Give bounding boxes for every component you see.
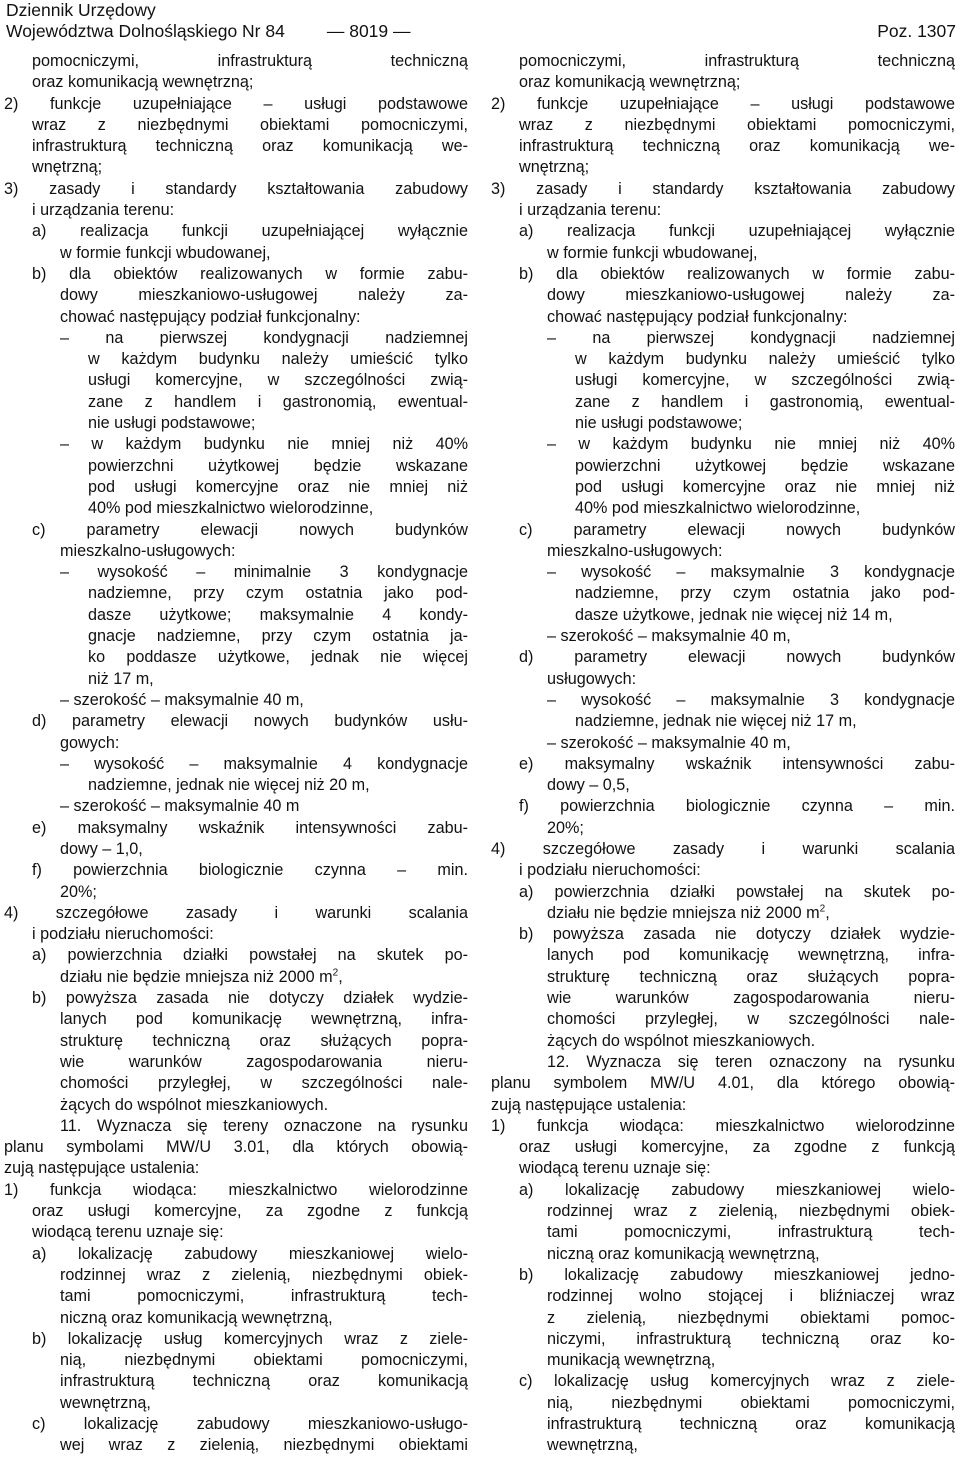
text-line [4, 221, 468, 242]
text-line [491, 1158, 955, 1179]
text-line-content: f) powierzchnia biologicznie czynna – min. [519, 797, 955, 816]
text-line-content: tami pomocniczymi, infrastrukturą tech- [60, 1287, 468, 1306]
text-line [4, 1073, 468, 1094]
text-line [4, 1116, 468, 1137]
text-line-content: c) parametry elewacji nowych budynków [32, 520, 468, 539]
text-line-content: planu symbolami MW/U 3.01, dla których obowią- [4, 1138, 468, 1157]
text-line-content: w każdym budynku należy umieścić tylko [575, 350, 955, 369]
text-line-tail: , [825, 903, 830, 922]
text-line [491, 1180, 955, 1201]
text-line [4, 1222, 468, 1243]
text-line-content: powierzchni użytkowej będzie wskazane [575, 456, 955, 475]
text-line [491, 605, 955, 626]
text-line-content: nie usługi podstawowe; [88, 414, 256, 433]
text-line [4, 605, 468, 626]
text-line [491, 924, 955, 945]
text-line [4, 1052, 468, 1073]
text-line [4, 349, 468, 370]
text-line-content: wej wraz z zielenią, niezbędnymi obiektami [60, 1436, 468, 1455]
text-line-content: dasze użytkowe, jednak nie więcej niż 14 m, [575, 605, 893, 624]
text-line [4, 583, 468, 604]
text-line [491, 903, 955, 924]
text-line [4, 1350, 468, 1371]
text-line-tail: , [338, 967, 343, 986]
text-line-content: i urządzania terenu: [519, 201, 662, 220]
text-line [4, 94, 468, 115]
text-line-content: zane z handlem i gastronomią, ewentual- [88, 392, 468, 411]
text-line [491, 1435, 955, 1456]
text-line-content: niczną oraz komunikacją wewnętrzną, [547, 1244, 820, 1263]
text-line [491, 796, 955, 817]
text-line [491, 1137, 955, 1158]
text-line-content: pod usługi komercyjne oraz nie mniej niż [575, 477, 955, 496]
text-line-content: wiodącą terenu uznaje się: [519, 1159, 711, 1178]
text-line [491, 243, 955, 264]
text-line [4, 882, 468, 903]
page-header [6, 0, 956, 42]
text-line-content: oraz komunikacją wewnętrzną; [32, 73, 254, 92]
text-line [491, 775, 955, 796]
text-line-content: mieszkalno-usługowych: [547, 541, 723, 560]
text-line-content: – na pierwszej kondygnacji nadziemnej [547, 328, 955, 347]
text-line [491, 754, 955, 775]
text-line [491, 1308, 955, 1329]
text-line-content: chować następujący podział funkcjonalny: [60, 307, 361, 326]
text-line-content: a) realizacja funkcji uzupełniającej wyłącznie [519, 222, 955, 241]
text-line-content: wie warunków zagospodarowania nieru- [60, 1052, 468, 1071]
text-line-content: lanych pod komunikację wewnętrzną, infra- [60, 1010, 468, 1029]
text-line [491, 541, 955, 562]
text-line [491, 1244, 955, 1265]
text-line-content: usługi komercyjne, w szczególności zwią- [575, 371, 955, 390]
position-number: Poz. 1307 [877, 21, 956, 41]
text-line [491, 498, 955, 519]
text-line [491, 1201, 955, 1222]
text-line-content: pomocniczymi, infrastrukturą techniczną [32, 52, 468, 70]
text-line [4, 392, 468, 413]
text-line [491, 1095, 955, 1116]
text-line-content: nią, niezbędnymi obiektami pomocniczymi, [60, 1351, 468, 1370]
text-line-content: e) maksymalny wskaźnik intensywności zabu- [32, 818, 468, 837]
text-line-content: 40% pod mieszkalnictwo wielorodzinne, [575, 499, 861, 518]
text-line-content: d) parametry elewacji nowych budynków usłu- [32, 712, 468, 731]
text-line-content: wewnętrzną, [547, 1436, 638, 1455]
text-line-content: 1) funkcja wiodąca: mieszkalnictwo wielorodzinne [491, 1116, 955, 1135]
text-line-content: strukturę techniczną oraz służących popra- [60, 1031, 468, 1050]
text-line-content: dowy mieszkaniowo-usługowej należy za- [60, 286, 468, 305]
text-line [4, 477, 468, 498]
text-line-content: wraz z niezbędnymi obiektami pomocniczymi, [519, 115, 955, 134]
text-line [4, 818, 468, 839]
text-line [4, 562, 468, 583]
text-line [491, 839, 955, 860]
text-line [491, 456, 955, 477]
text-line-content: – wysokość – minimalnie 3 kondygnacje [60, 563, 468, 582]
text-line [4, 243, 468, 264]
text-line-content: w formie funkcji wbudowanej, [60, 243, 271, 262]
text-line-content: – szerokość – maksymalnie 40 m, [547, 733, 791, 752]
text-line [491, 1031, 955, 1052]
text-line-content: rodzinnej wolno stojącej i bliźniaczej wraz [547, 1287, 955, 1306]
text-line-content: – w każdym budynku nie mniej niż 40% [60, 435, 468, 454]
text-line [4, 924, 468, 945]
text-line [491, 1009, 955, 1030]
text-line-content: 20%; [547, 818, 584, 837]
text-line [491, 221, 955, 242]
text-line [4, 520, 468, 541]
text-line [491, 1222, 955, 1243]
text-line [491, 647, 955, 668]
text-line-content: e) maksymalny wskaźnik intensywności zabu- [519, 754, 955, 773]
text-line [4, 72, 468, 93]
text-line [491, 413, 955, 434]
text-line-content: rodzinnej wraz z zielenią, niezbędnymi obiek- [547, 1202, 955, 1221]
text-line [491, 1286, 955, 1307]
text-line-content: 4) szczegółowe zasady i warunki scalania [491, 839, 955, 858]
text-line-content: wewnętrzną, [60, 1393, 151, 1412]
text-line [4, 903, 468, 924]
text-line [4, 1286, 468, 1307]
text-line [4, 370, 468, 391]
text-line [491, 51, 955, 72]
text-line-content: nadziemne, jednak nie więcej niż 17 m, [575, 712, 857, 731]
text-line [4, 796, 468, 817]
text-line [4, 1031, 468, 1052]
text-line-content: infrastrukturą techniczną oraz komunikacją we- [32, 137, 468, 156]
text-line-content: nadziemne, przy czym ostatnia jako pod- [575, 584, 955, 603]
text-line [491, 1393, 955, 1414]
text-line-content: wraz z niezbędnymi obiektami pomocniczymi, [32, 115, 468, 134]
text-line-content: usługowych: [547, 669, 637, 688]
text-line [4, 1244, 468, 1265]
text-line [4, 1180, 468, 1201]
text-line-content: zane z handlem i gastronomią, ewentual- [575, 392, 955, 411]
text-line [491, 200, 955, 221]
text-line [4, 711, 468, 732]
text-line-content: dowy – 0,5, [547, 776, 630, 795]
text-line [491, 157, 955, 178]
text-line-content: zują następujące ustalenia: [491, 1095, 687, 1114]
text-line [4, 733, 468, 754]
text-line-content: działu nie będzie mniejsza niż 2000 m [547, 903, 820, 922]
text-line-content: a) lokalizację zabudowy mieszkaniowej wielo- [32, 1244, 468, 1263]
text-line-content: a) realizacja funkcji uzupełniającej wyłącznie [32, 222, 468, 241]
text-line [491, 72, 955, 93]
text-line-content: strukturę techniczną oraz służących popra- [547, 967, 955, 986]
text-line-content: dowy – 1,0, [60, 839, 143, 858]
text-line [491, 945, 955, 966]
text-line-content: nadziemne, jednak nie więcej niż 20 m, [88, 776, 370, 795]
text-line [4, 1201, 468, 1222]
text-line [4, 647, 468, 668]
text-line [491, 690, 955, 711]
text-line [491, 179, 955, 200]
text-line [491, 1073, 955, 1094]
text-line-content: mieszkalno-usługowych: [60, 541, 236, 560]
text-line-content: 12. Wyznacza się teren oznaczony na rysunku [547, 1052, 955, 1071]
text-line [491, 1329, 955, 1350]
text-line-content: tami pomocniczymi, infrastrukturą tech- [547, 1223, 955, 1242]
text-line-content: oraz usługi komercyjne, za zgodne z funkcją [32, 1202, 468, 1221]
text-line-content: gowych: [60, 733, 120, 752]
text-line [4, 1009, 468, 1030]
text-line [4, 1308, 468, 1329]
text-line [491, 860, 955, 881]
text-line [491, 626, 955, 647]
text-line [4, 839, 468, 860]
text-line [4, 1414, 468, 1435]
text-line-content: oraz usługi komercyjne, za zgodne z funkcją [519, 1138, 955, 1157]
text-line-content: wiodącą terenu uznaje się: [32, 1223, 224, 1242]
text-line [491, 1350, 955, 1371]
text-line-content: – szerokość – maksymalnie 40 m, [60, 690, 304, 709]
text-line [491, 477, 955, 498]
text-line [4, 179, 468, 200]
text-line-content: wnętrzną; [519, 158, 590, 177]
text-line-content: nie usługi podstawowe; [575, 414, 743, 433]
text-line [4, 754, 468, 775]
text-line [491, 733, 955, 754]
text-line [4, 307, 468, 328]
text-line [491, 669, 955, 690]
text-line [4, 988, 468, 1009]
text-line-content: żących do wspólnot mieszkaniowych. [547, 1031, 816, 1050]
text-line [4, 264, 468, 285]
text-line-content: infrastrukturą techniczną oraz komunikacją we- [519, 137, 955, 156]
text-line-content: c) parametry elewacji nowych budynków [519, 520, 955, 539]
text-line-content: nadziemne, przy czym ostatnia jako pod- [88, 584, 468, 603]
text-line [4, 434, 468, 455]
page-number: — 8019 — [326, 21, 411, 41]
text-line-content: gnacje nadziemne, przy czym ostatnia ja- [88, 627, 468, 646]
text-line [4, 1095, 468, 1116]
text-line-content: ko poddasze użytkowe, jednak nie więcej [88, 648, 468, 667]
header-row [6, 21, 956, 42]
text-line [491, 434, 955, 455]
text-line [4, 328, 468, 349]
text-line [4, 1329, 468, 1350]
text-line [4, 1137, 468, 1158]
text-line-content: rodzinnej wraz z zielenią, niezbędnymi obiek- [60, 1265, 468, 1284]
text-line [491, 562, 955, 583]
text-line [491, 115, 955, 136]
text-line [491, 818, 955, 839]
text-line [491, 349, 955, 370]
text-line-content: i podziału nieruchomości: [32, 925, 214, 944]
text-line [4, 413, 468, 434]
text-line [491, 328, 955, 349]
text-line [491, 392, 955, 413]
text-line-content: usługi komercyjne, w szczególności zwią- [88, 371, 468, 390]
text-line-content: b) dla obiektów realizowanych w formie zabu- [32, 264, 468, 283]
text-line-content: wnętrzną; [32, 158, 103, 177]
text-line [4, 690, 468, 711]
text-line-content: – w każdym budynku nie mniej niż 40% [547, 435, 955, 454]
text-line [491, 583, 955, 604]
right-text-column [491, 51, 955, 1457]
text-line-content: 4) szczegółowe zasady i warunki scalania [4, 903, 468, 922]
text-line [4, 541, 468, 562]
text-line-content: munikacją wewnętrzną, [547, 1351, 716, 1370]
text-line-content: chować następujący podział funkcjonalny: [547, 307, 848, 326]
left-text-column [4, 51, 468, 1457]
text-line-content: – wysokość – maksymalnie 4 kondygnacje [60, 754, 468, 773]
text-line-content: dasze użytkowe; maksymalnie 4 kondy- [88, 605, 468, 624]
text-line-content: 1) funkcja wiodąca: mieszkalnictwo wielorodzinne [4, 1180, 468, 1199]
text-line-content: – szerokość – maksymalnie 40 m, [547, 627, 791, 646]
text-line [4, 1265, 468, 1286]
text-line-content: 3) zasady i standardy kształtowania zabudowy [491, 179, 955, 198]
text-line-content: niczną oraz komunikacją wewnętrzną, [60, 1308, 333, 1327]
text-line-content: – wysokość – maksymalnie 3 kondygnacje [547, 563, 955, 582]
text-line [4, 860, 468, 881]
text-line [491, 967, 955, 988]
text-line-content: c) lokalizację zabudowy mieszkaniowo-usługo- [32, 1415, 468, 1433]
text-line-content: z zielenią, niezbędnymi obiektami pomoc- [547, 1308, 955, 1327]
text-line-content: zują następujące ustalenia: [4, 1159, 200, 1178]
text-line [491, 1414, 955, 1435]
text-line-content: – na pierwszej kondygnacji nadziemnej [60, 328, 468, 347]
text-line-content: infrastrukturą techniczną oraz komunikacją [547, 1415, 955, 1433]
text-line [4, 285, 468, 306]
text-line-content: pod usługi komercyjne oraz nie mniej niż [88, 477, 468, 496]
text-line [491, 988, 955, 1009]
text-line-content: – wysokość – maksymalnie 3 kondygnacje [547, 690, 955, 709]
text-line-content: wie warunków zagospodarowania nieru- [547, 989, 955, 1008]
text-line [491, 285, 955, 306]
superscript: 2 [332, 967, 339, 979]
text-line-content: niż 17 m, [88, 669, 154, 688]
text-line [491, 136, 955, 157]
text-line [491, 1265, 955, 1286]
text-line [491, 94, 955, 115]
text-line [4, 1158, 468, 1179]
text-line-content: nią, niezbędnymi obiektami pomocniczymi, [547, 1393, 955, 1412]
text-line-content: b) powyższa zasada nie dotyczy działek wydzie- [32, 989, 468, 1008]
text-line-content: 20%; [60, 882, 97, 901]
text-line-content: f) powierzchnia biologicznie czynna – min. [32, 861, 468, 880]
text-line-content: 40% pod mieszkalnictwo wielorodzinne, [88, 499, 374, 518]
text-line [491, 711, 955, 732]
text-line [4, 157, 468, 178]
text-line-content: c) lokalizację usług komercyjnych wraz z ziele- [519, 1372, 955, 1391]
text-line [4, 1393, 468, 1414]
text-line-content: i urządzania terenu: [32, 201, 175, 220]
text-line-content: b) lokalizację usług komercyjnych wraz z ziele- [32, 1329, 468, 1348]
text-line-content: żących do wspólnot mieszkaniowych. [60, 1095, 329, 1114]
text-line-content: lanych pod komunikację wewnętrzną, infra- [547, 946, 955, 965]
text-line [4, 115, 468, 136]
text-line-content: pomocniczymi, infrastrukturą techniczną [519, 52, 955, 70]
text-line-content: a) lokalizację zabudowy mieszkaniowej wielo- [519, 1180, 955, 1199]
text-line [491, 264, 955, 285]
text-line-content: chomości przyległej, w szczególności nale- [547, 1010, 955, 1029]
text-line [4, 200, 468, 221]
text-line-content: a) powierzchnia działki powstałej na skutek po- [32, 946, 468, 965]
superscript: 2 [819, 903, 826, 915]
text-line [4, 775, 468, 796]
text-line-content: 11. Wyznacza się tereny oznaczone na rysunku [60, 1116, 468, 1135]
text-line [491, 1052, 955, 1073]
text-line-content: powierzchni użytkowej będzie wskazane [88, 456, 468, 475]
text-line-content: d) parametry elewacji nowych budynków [519, 648, 955, 667]
text-line [491, 1116, 955, 1137]
text-line [4, 967, 468, 988]
text-line [4, 1371, 468, 1392]
text-line-content: b) lokalizację zabudowy mieszkaniowej jedno- [519, 1265, 955, 1284]
journal-title: Dziennik Urzędowy [6, 0, 156, 20]
text-line [491, 307, 955, 328]
text-line-content: b) powyższa zasada nie dotyczy działek wydzie- [519, 925, 955, 944]
text-line-content: chomości przyległej, w szczególności nale- [60, 1074, 468, 1093]
text-line-content: 2) funkcje uzupełniające – usługi podstawowe [491, 94, 955, 113]
text-line-content: b) dla obiektów realizowanych w formie zabu- [519, 264, 955, 283]
text-line [491, 520, 955, 541]
text-line-content: działu nie będzie mniejsza niż 2000 m [60, 967, 333, 986]
text-line-content: w każdym budynku należy umieścić tylko [88, 350, 468, 369]
text-line [4, 945, 468, 966]
text-line [4, 498, 468, 519]
text-line [491, 1371, 955, 1392]
text-line [4, 51, 468, 72]
text-line-content: i podziału nieruchomości: [519, 861, 701, 880]
text-line-content: a) powierzchnia działki powstałej na skutek po- [519, 882, 955, 901]
text-line-content: 3) zasady i standardy kształtowania zabudowy [4, 179, 468, 198]
text-line-content: oraz komunikacją wewnętrzną; [519, 73, 741, 92]
text-line-content: infrastrukturą techniczną oraz komunikacją [60, 1372, 468, 1391]
text-line [4, 1435, 468, 1456]
text-line-content: w formie funkcji wbudowanej, [547, 243, 758, 262]
text-line [4, 136, 468, 157]
text-line-content: – szerokość – maksymalnie 40 m [60, 797, 300, 816]
text-line-content: niczymi, infrastrukturą techniczną oraz ko- [547, 1329, 955, 1348]
journal-region: Województwa Dolnośląskiego Nr 84 [6, 21, 285, 41]
text-line [491, 370, 955, 391]
text-line-content: dowy mieszkaniowo-usługowej należy za- [547, 286, 955, 305]
text-line-content: 2) funkcje uzupełniające – usługi podstawowe [4, 94, 468, 113]
text-line [4, 669, 468, 690]
text-line [491, 882, 955, 903]
text-line [4, 626, 468, 647]
text-line [4, 456, 468, 477]
text-line-content: planu symbolem MW/U 4.01, dla którego obowią- [491, 1074, 955, 1093]
